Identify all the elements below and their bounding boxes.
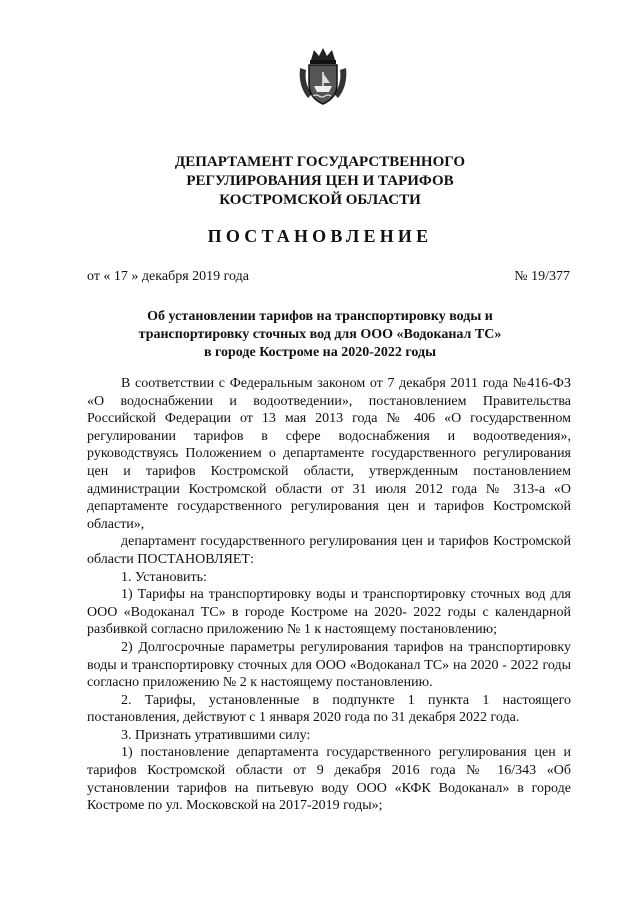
title-line: транспортировку сточных вод для ООО «Водоканал ТС» <box>138 327 502 342</box>
department-line: ДЕПАРТАМЕНТ ГОСУДАРСТВЕННОГО <box>174 154 466 170</box>
document-body <box>87 375 571 815</box>
department-line: КОСТРОМСКОЙ ОБЛАСТИ <box>219 192 421 208</box>
body-paragraph: 1) Тарифы на транспортировку воды и транспортировку сточных вод для ООО «Водоканал ТС» в городе Костроме на 2020- 2022 годы с календарной разбивкой согласно приложению № 1 к настоящему постановлению; <box>87 587 571 638</box>
kostroma-coat-of-arms-icon <box>296 46 350 108</box>
document-number: № 19/377 <box>514 269 570 284</box>
title-line: Об установлении тарифов на транспортировку воды и <box>147 309 493 324</box>
document-date: от « 17 » декабря 2019 года <box>87 269 249 284</box>
document-type: ПОСТАНОВЛЕНИЕ <box>207 226 433 246</box>
body-paragraph: 2. Тарифы, установленные в подпункте 1 пункта 1 настоящего постановления, действуют с 1 января 2020 года по 31 декабря 2022 года. <box>87 692 571 726</box>
body-paragraph: 3. Признать утратившими силу: <box>121 727 311 743</box>
body-paragraph: В соответствии с Федеральным законом от 7 декабря 2011 года №416-ФЗ «О водоснабжении и водоотведении», постановлением Правительства Российской Федерации от 13 мая 2013 года № 406 «О государственном регулировании тарифов в сфере водоснабжения и водоотведения», руководствуясь Положением о департаменте государственного регулирования цен и тарифов Костромской области, утвержденным постановлением администрации Костромской области от 31 июля 2012 года № 313-а «О департаменте государственного регулирования цен и тарифов Костромской области», <box>87 376 571 532</box>
department-name <box>60 153 580 210</box>
body-paragraph: департамент государственного регулирования цен и тарифов Костромской области ПОСТАНОВЛЯЕТ: <box>87 534 571 567</box>
document-title <box>90 308 550 362</box>
body-paragraph: 2) Долгосрочные параметры регулирования тарифов на транспортировку воды и транспортировку сточных для ООО «Водоканал ТС» на 2020 - 2022 годы согласно приложению № 2 к настоящему постановлению. <box>87 639 571 691</box>
body-paragraph: 1) постановление департамента государственного регулирования цен и тарифов Костромской области от 9 декабря 2016 года № 16/343 «Об установлении тарифов на питьевую воду ООО «КФК Водоканал» в городе Костроме по ул. Московской на 2017-2019 годы»; <box>87 745 571 814</box>
department-line: РЕГУЛИРОВАНИЯ ЦЕН И ТАРИФОВ <box>186 173 454 189</box>
body-paragraph: 1. Установить: <box>121 569 207 585</box>
title-line: в городе Костроме на 2020-2022 годы <box>203 345 437 360</box>
